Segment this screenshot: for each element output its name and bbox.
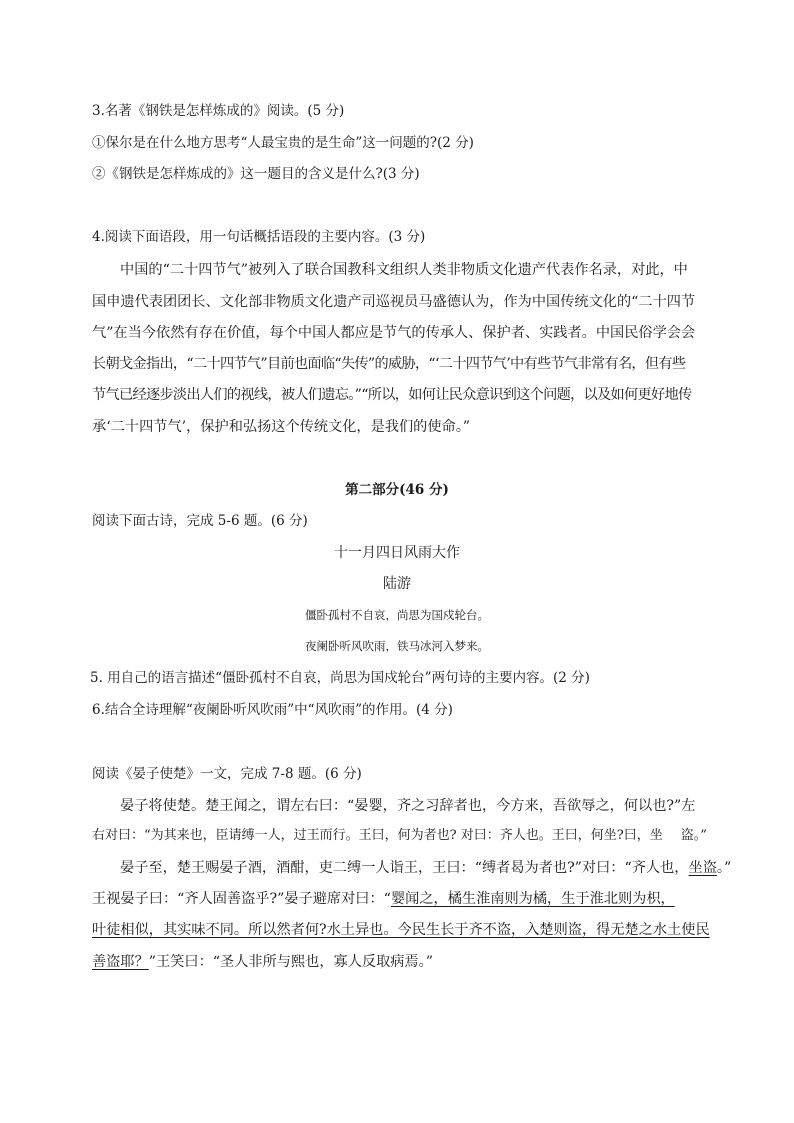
poem-title: 十一月四日风雨大作 (334, 545, 460, 561)
q4-passage-line: 节气已经逐步淡出人们的视线，被人们遗忘。”“所以，如何让民众意识到这个问题，以及如何更好地传 (92, 387, 692, 403)
q78-passage-line: 右对曰：“为其来也，臣请缚一人，过王而行。王曰，何为者也? 对曰：齐人也。王曰，何坐?曰，坐 盗。” (92, 828, 707, 843)
q78-passage-line-underlined: 叶徒相似，其实味不同。所以然者何?水土异也。今民生长于齐不盗，入楚则盗，得无楚之水土使民 (92, 922, 710, 938)
q4-passage-line: 中国的“二十四节气”被列入了联合国教科文组织人类非物质文化遗产代表作名录，对此，中 (120, 262, 688, 278)
underlined-phrase: 善盗耶？ (92, 954, 149, 970)
q78-passage-line: 晏子将使楚。楚王闻之，谓左右曰：“晏婴，齐之习辞者也，今方来，吾欲辱之，何以也?”左 (120, 798, 696, 814)
q6-text: 6.结合全诗理解“夜阑卧听风吹雨”中“风吹雨”的作用。(4 分) (92, 702, 453, 718)
q78-passage-line: 王视晏子曰：“齐人固善盗乎?”晏子避席对曰：“婴闻之，橘生淮南则为橘，生于淮北则为枳， (92, 891, 675, 907)
q3-sub2: ②《钢铁是怎样炼成的》这一题目的含义是什么?(3 分) (92, 166, 420, 182)
q4-title: 4.阅读下面语段，用一句话概括语段的主要内容。(3 分) (92, 229, 426, 245)
q5-text: 5. 用自己的语言描述“僵卧孤村不自哀，尚思为国戍轮台”两句诗的主要内容。(2 分) (90, 670, 590, 686)
q78-intro: 阅读《晏子使楚》一文，完成 7-8 题。(6 分) (92, 766, 362, 782)
q4-passage-line: 长朝戈金指出，“二十四节气”目前也面临“失传”的威胁，“‘二十四节气’中有些节气非常有名，但有些 (92, 356, 686, 372)
q78-passage-line: 善盗耶？”王笑曰：“圣人非所与熙也，寡人反取病焉。” (92, 954, 433, 970)
underlined-phrase: 坐盗 (688, 860, 717, 876)
q4-passage-line: 承‘二十四节气’，保护和弘扬这个传统文化，是我们的使命。” (92, 419, 471, 435)
part2-heading: 第二部分(46 分) (345, 482, 449, 498)
poem-line: 夜阑卧听风吹雨，铁马冰河入梦来。 (305, 639, 489, 653)
q3-sub1: ①保尔是在什么地方思考“人最宝贵的是生命”这一问题的?(2 分) (92, 135, 474, 151)
part2-intro: 阅读下面古诗，完成 5-6 题。(6 分) (92, 513, 308, 529)
q78-passage-line: 晏子至，楚王赐晏子酒，酒酣，吏二缚一人诣王，王曰：“缚者曷为者也?”对曰：“齐人也，坐盗。” (120, 860, 732, 876)
poem-line: 僵卧孤村不自哀，尚思为国戍轮台。 (305, 608, 489, 622)
q3-title: 3.名著《钢铁是怎样炼成的》阅读。(5 分) (92, 103, 345, 119)
q4-passage-line: 气”在当今依然有存在价值，每个中国人都应是节气的传承人、保护者、实践者。中国民俗学会会 (92, 325, 696, 341)
underlined-phrase: 婴闻之，橘生淮南则为橘，生于淮北则为枳， (390, 891, 675, 907)
poem-author: 陆游 (383, 576, 411, 592)
q4-passage-line: 国申遗代表团团长、文化部非物质文化遗产司巡视员马盛德认为，作为中国传统文化的“二十四节 (92, 294, 696, 310)
